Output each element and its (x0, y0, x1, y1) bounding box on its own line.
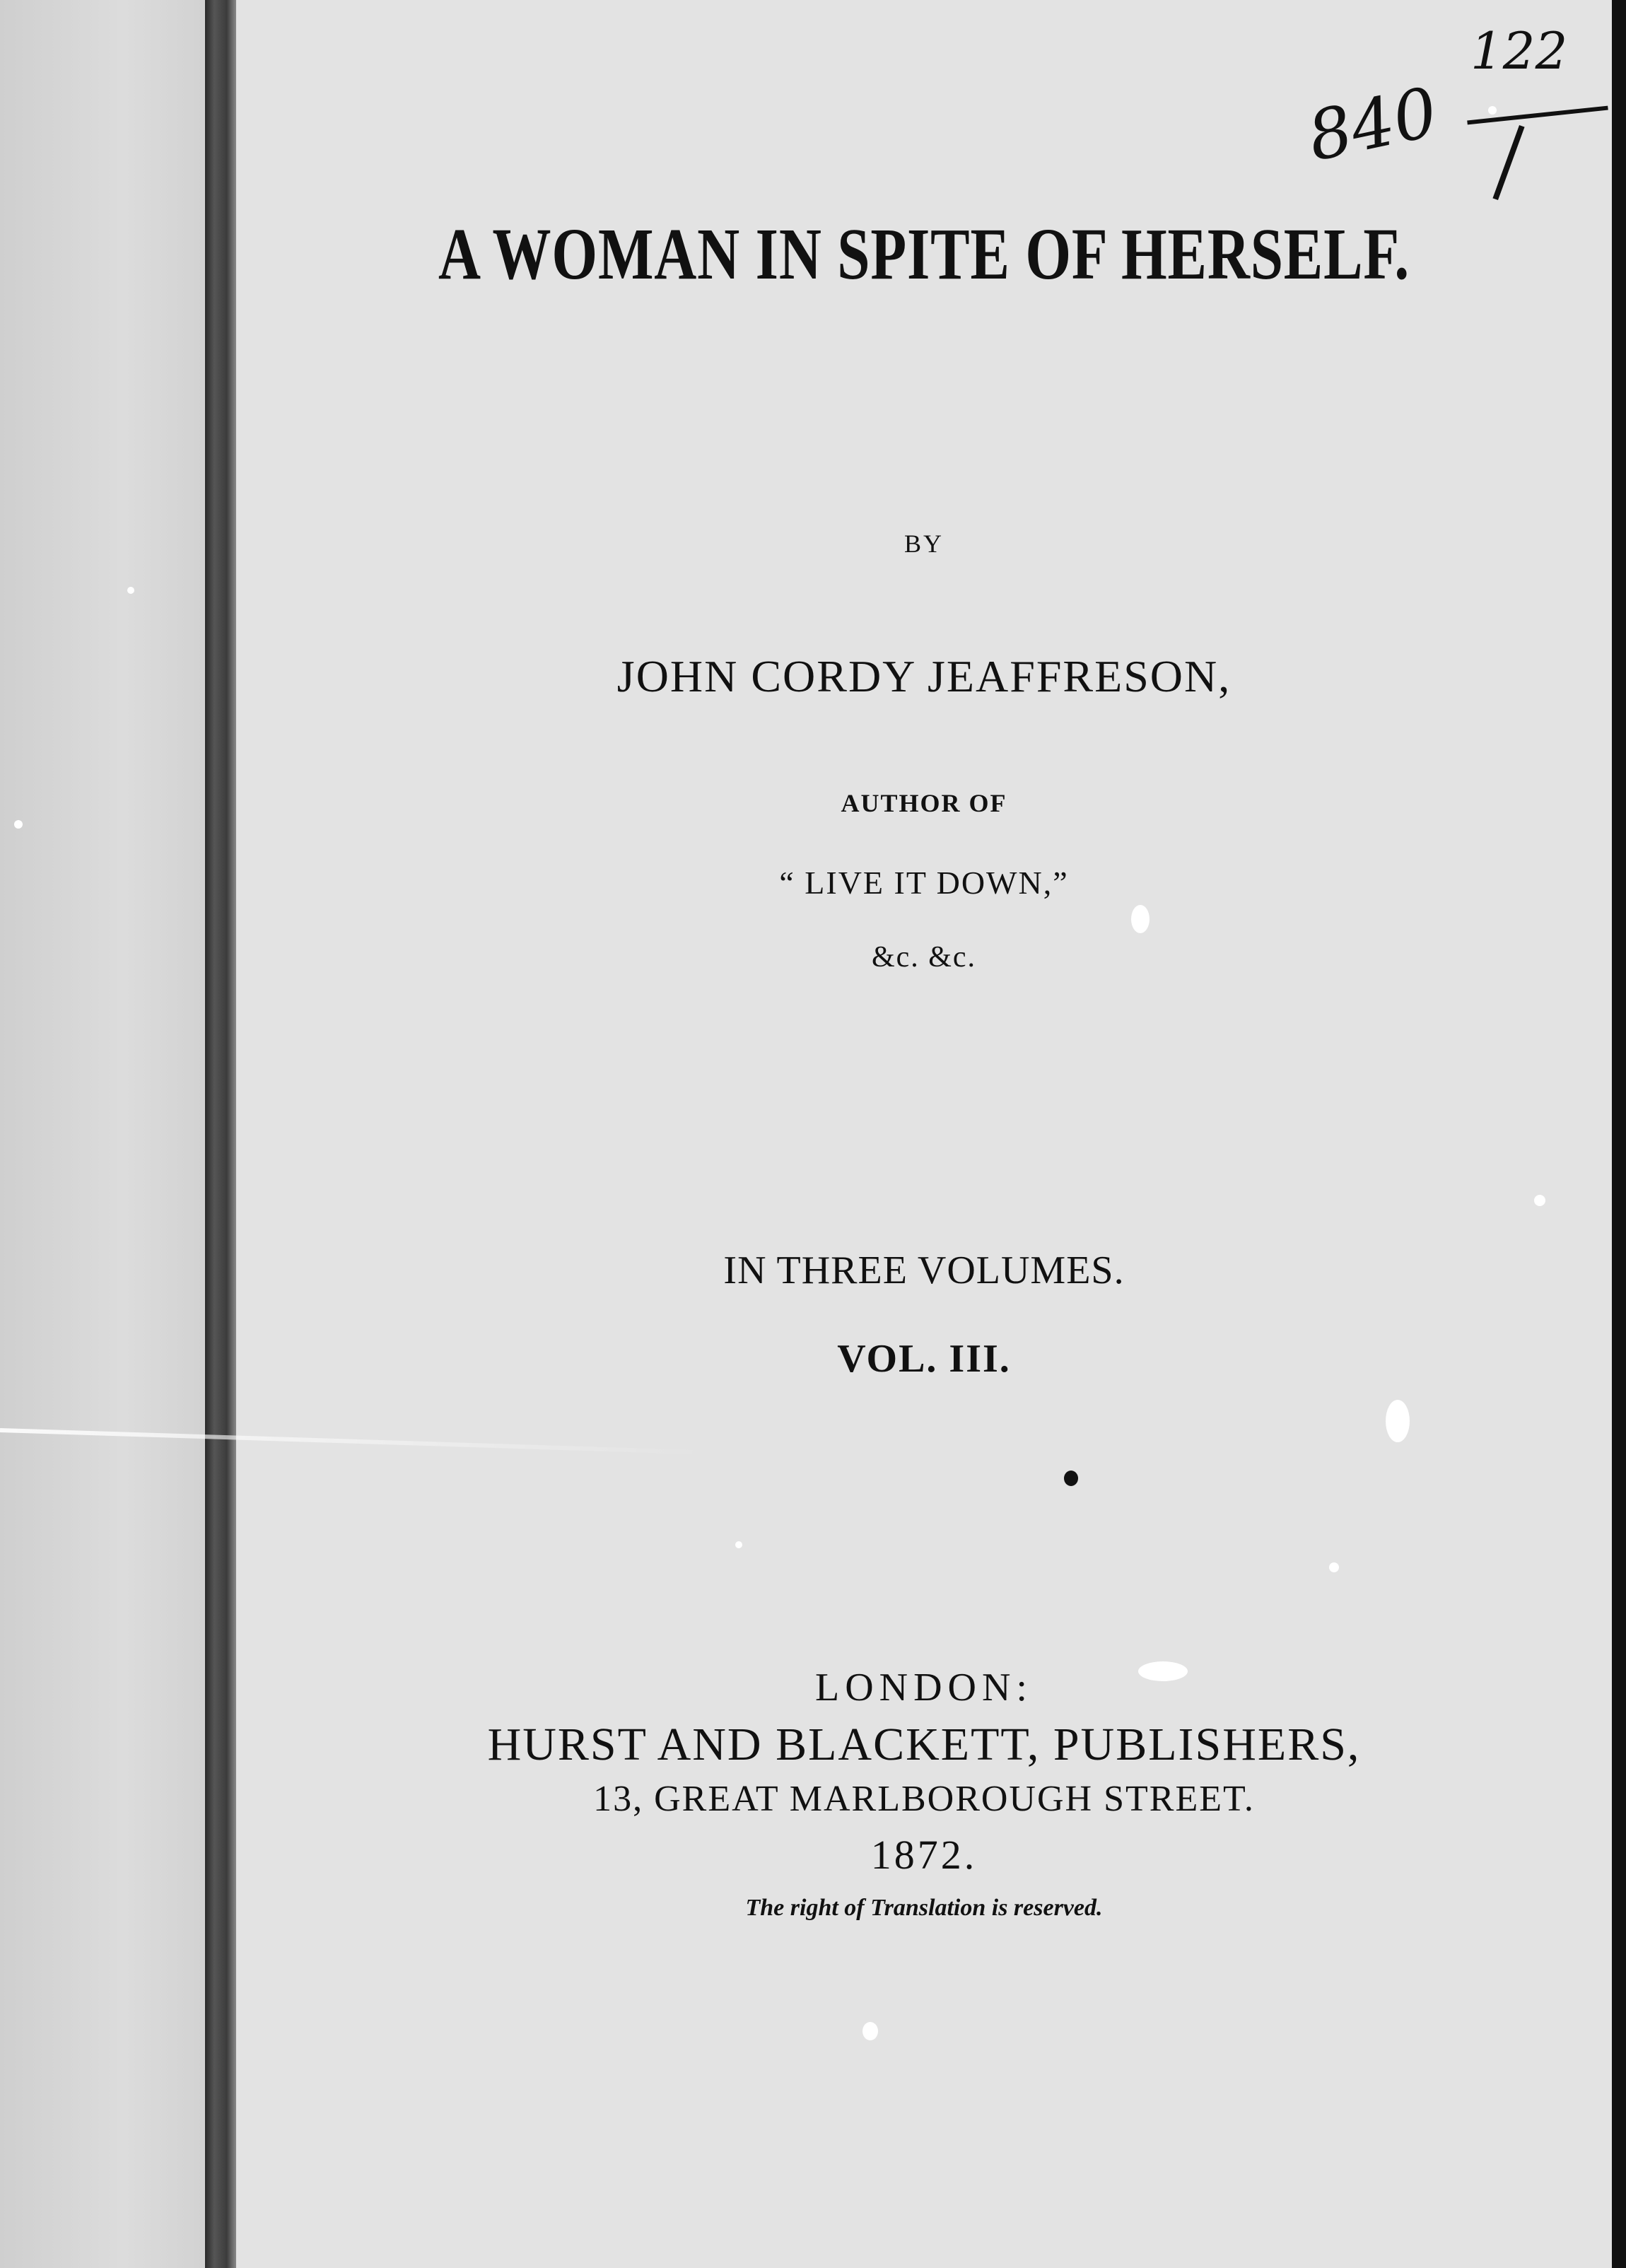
book-gutter (205, 0, 236, 2268)
scan-speck (735, 1541, 742, 1548)
volume-count: IN THREE VOLUMES. (723, 1249, 1125, 1292)
scan-speck (862, 2022, 878, 2040)
handwritten-shelfmark-122: 122 (1470, 21, 1568, 81)
etc-line: &c. &c. (871, 941, 977, 974)
imprint-city: LONDON: (815, 1666, 1033, 1709)
scan-speck (1488, 106, 1497, 115)
scan-speck (1329, 1562, 1339, 1572)
scan-border (1612, 0, 1626, 2268)
rights-notice: The right of Translation is reserved. (745, 1895, 1103, 1921)
scan-speck (127, 587, 134, 594)
facing-leaf (0, 0, 205, 2268)
scan-speck (1138, 1661, 1188, 1681)
volume-number: VOL. III. (837, 1337, 1011, 1381)
handwritten-shelfmark-840: 840 (1301, 72, 1444, 177)
imprint-year: 1872. (870, 1832, 978, 1878)
ink-dot (1064, 1471, 1078, 1486)
scan-speck (1534, 1195, 1545, 1206)
title-page (236, 0, 1612, 2268)
imprint-publisher: HURST AND BLACKETT, PUBLISHERS, (487, 1719, 1361, 1770)
scan-speck (14, 820, 23, 829)
author-name: JOHN CORDY JEAFFRESON, (616, 651, 1232, 701)
book-title: A WOMAN IN SPITE OF HERSELF. (438, 214, 1410, 295)
author-of-label: AUTHOR OF (841, 789, 1007, 817)
scan-speck (1131, 905, 1150, 933)
by-line: BY (903, 530, 944, 558)
previous-work-title: “ LIVE IT DOWN,” (779, 865, 1069, 901)
scan-speck (1386, 1400, 1410, 1442)
imprint-address: 13, GREAT MARLBOROUGH STREET. (593, 1779, 1255, 1819)
